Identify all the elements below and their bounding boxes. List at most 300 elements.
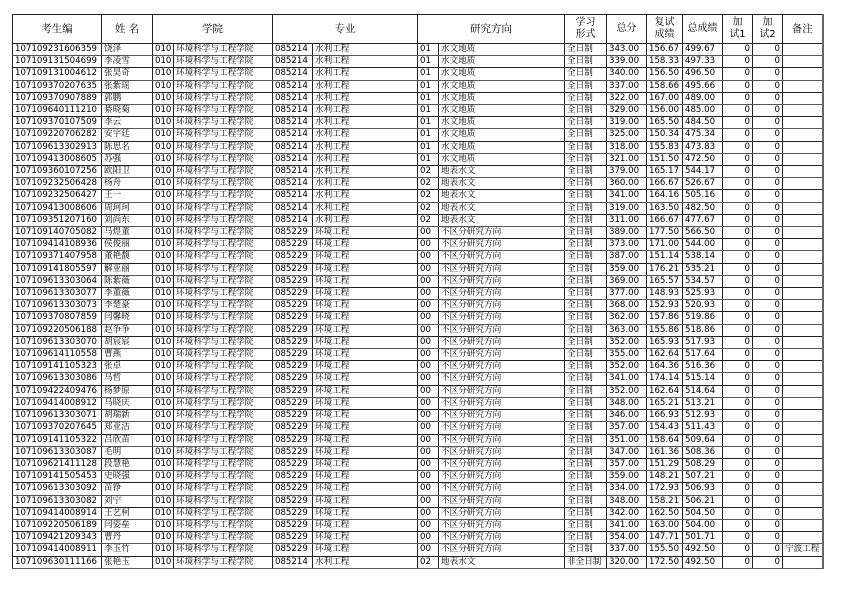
cell-college: 环境科学与工程学院 [174,349,273,361]
cell-name: 李玉竹 [102,544,153,556]
cell-study-form: 全日制 [565,275,607,287]
cell-overall: 509.64 [683,434,723,446]
cell-direction: 不区分研究方向 [439,227,565,239]
cell-extra1: 0 [723,446,753,458]
cell-total: 337.00 [607,544,647,556]
header-name: 姓 名 [102,15,153,44]
table-row [13,153,823,165]
cell-extra1: 0 [723,239,753,251]
cell-college-code: 010 [153,105,174,117]
cell-college-code: 010 [153,324,174,336]
cell-extra2: 0 [753,105,783,117]
cell-extra1: 0 [723,263,753,275]
cell-note [783,105,823,117]
cell-extra1: 0 [723,544,753,556]
cell-college: 环境科学与工程学院 [174,300,273,312]
cell-direction: 地表水文 [439,202,565,214]
cell-id: 107109370807859 [13,312,102,324]
cell-study-form: 全日制 [565,349,607,361]
cell-total: 387.00 [607,251,647,263]
cell-extra2: 0 [753,44,783,56]
cell-extra1: 0 [723,324,753,336]
cell-college-code: 010 [153,202,174,214]
cell-direction: 不区分研究方向 [439,300,565,312]
cell-overall: 506.93 [683,483,723,495]
cell-note [783,178,823,190]
cell-note [783,92,823,104]
cell-major: 水利工程 [313,556,418,568]
cell-retest: 165.50 [647,117,683,129]
cell-major-code: 085214 [273,92,313,104]
cell-extra2: 0 [753,129,783,141]
table-row [13,483,823,495]
cell-name: 董艳馥 [102,251,153,263]
cell-study-form: 全日制 [565,458,607,470]
table-row [13,80,823,92]
cell-direction-code: 00 [418,458,439,470]
cell-extra1: 0 [723,434,753,446]
cell-college: 环境科学与工程学院 [174,263,273,275]
cell-direction-code: 01 [418,105,439,117]
cell-extra2: 0 [753,532,783,544]
cell-extra1: 0 [723,458,753,470]
cell-major-code: 085214 [273,202,313,214]
cell-college: 环境科学与工程学院 [174,288,273,300]
cell-id: 107109351207160 [13,214,102,226]
cell-id: 107109232506428 [13,178,102,190]
cell-id: 107109231606359 [13,44,102,56]
cell-total: 368.00 [607,300,647,312]
cell-major: 水利工程 [313,153,418,165]
cell-retest: 148.21 [647,471,683,483]
cell-note [783,68,823,80]
cell-direction: 不区分研究方向 [439,483,565,495]
cell-college-code: 010 [153,544,174,556]
cell-direction: 水文地质 [439,153,565,165]
cell-major-code: 085214 [273,141,313,153]
cell-direction: 不区分研究方向 [439,495,565,507]
cell-direction: 不区分研究方向 [439,349,565,361]
cell-direction-code: 02 [418,178,439,190]
cell-overall: 501.71 [683,532,723,544]
cell-study-form: 全日制 [565,312,607,324]
cell-extra2: 0 [753,68,783,80]
cell-extra1: 0 [723,214,753,226]
cell-major: 环境工程 [313,544,418,556]
cell-major-code: 085229 [273,446,313,458]
cell-college: 环境科学与工程学院 [174,202,273,214]
cell-retest: 162.64 [647,349,683,361]
cell-id: 107109370107509 [13,117,102,129]
cell-total: 355.00 [607,349,647,361]
cell-extra1: 0 [723,361,753,373]
cell-note [783,239,823,251]
cell-college-code: 010 [153,251,174,263]
cell-direction-code: 00 [418,227,439,239]
cell-major-code: 085214 [273,190,313,202]
cell-major-code: 085214 [273,178,313,190]
cell-id: 107109613303071 [13,410,102,422]
cell-direction-code: 01 [418,44,439,56]
cell-extra1: 0 [723,556,753,568]
cell-study-form: 全日制 [565,178,607,190]
cell-extra1: 0 [723,44,753,56]
cell-id: 107109640111210 [13,105,102,117]
cell-major-code: 085229 [273,349,313,361]
cell-retest: 163.50 [647,202,683,214]
cell-major: 环境工程 [313,336,418,348]
table-row [13,507,823,519]
cell-total: 337.00 [607,80,647,92]
cell-college: 环境科学与工程学院 [174,190,273,202]
table-row [13,349,823,361]
cell-overall: 489.00 [683,92,723,104]
cell-total: 341.00 [607,373,647,385]
cell-id: 107109613303064 [13,275,102,287]
cell-retest: 172.93 [647,483,683,495]
cell-direction-code: 00 [418,532,439,544]
cell-major: 水利工程 [313,202,418,214]
cell-total: 319.00 [607,202,647,214]
cell-retest: 158.66 [647,80,683,92]
cell-total: 340.00 [607,68,647,80]
cell-overall: 544.17 [683,166,723,178]
cell-extra1: 0 [723,422,753,434]
cell-name: 李云 [102,117,153,129]
cell-study-form: 全日制 [565,422,607,434]
cell-extra1: 0 [723,495,753,507]
cell-college-code: 010 [153,397,174,409]
header-row [13,15,823,44]
cell-direction: 不区分研究方向 [439,458,565,470]
cell-direction: 不区分研究方向 [439,544,565,556]
cell-id: 107109630111166 [13,556,102,568]
cell-major: 环境工程 [313,239,418,251]
cell-study-form: 全日制 [565,495,607,507]
cell-major-code: 085229 [273,288,313,300]
cell-direction: 不区分研究方向 [439,434,565,446]
cell-retest: 164.16 [647,190,683,202]
cell-direction-code: 02 [418,202,439,214]
cell-id: 107109220506188 [13,324,102,336]
cell-extra1: 0 [723,56,753,68]
cell-extra1: 0 [723,385,753,397]
cell-direction-code: 00 [418,495,439,507]
cell-college: 环境科学与工程学院 [174,166,273,178]
cell-direction-code: 00 [418,422,439,434]
cell-major-code: 085229 [273,385,313,397]
cell-name: 王一 [102,190,153,202]
cell-direction-code: 00 [418,483,439,495]
cell-extra1: 0 [723,129,753,141]
cell-note [783,300,823,312]
cell-study-form: 全日制 [565,263,607,275]
cell-note [783,349,823,361]
cell-overall: 512.93 [683,410,723,422]
cell-overall: 505.16 [683,190,723,202]
cell-note [783,397,823,409]
cell-college-code: 010 [153,300,174,312]
cell-major-code: 085229 [273,422,313,434]
cell-extra2: 0 [753,92,783,104]
cell-extra2: 0 [753,471,783,483]
cell-retest: 161.36 [647,446,683,458]
cell-college: 环境科学与工程学院 [174,361,273,373]
cell-overall: 518.86 [683,324,723,336]
cell-college-code: 010 [153,190,174,202]
cell-id: 107109413008606 [13,202,102,214]
cell-total: 347.00 [607,446,647,458]
cell-name: 张艳玉 [102,556,153,568]
table-row [13,288,823,300]
cell-major-code: 085214 [273,80,313,92]
cell-direction: 不区分研究方向 [439,507,565,519]
cell-extra1: 0 [723,373,753,385]
cell-college-code: 010 [153,519,174,531]
cell-college-code: 010 [153,410,174,422]
cell-total: 389.00 [607,227,647,239]
cell-extra1: 0 [723,532,753,544]
cell-major-code: 085229 [273,336,313,348]
cell-overall: 507.21 [683,471,723,483]
cell-direction-code: 01 [418,117,439,129]
cell-name: 欧阳卫 [102,166,153,178]
cell-major: 环境工程 [313,373,418,385]
cell-total: 334.00 [607,483,647,495]
cell-id: 107109621411128 [13,458,102,470]
cell-major-code: 085229 [273,263,313,275]
cell-note [783,471,823,483]
cell-id: 107109613303087 [13,446,102,458]
cell-note [783,410,823,422]
cell-direction-code: 02 [418,556,439,568]
cell-extra2: 0 [753,434,783,446]
cell-name: 安宇廷 [102,129,153,141]
cell-college-code: 010 [153,288,174,300]
cell-study-form: 全日制 [565,373,607,385]
cell-retest: 177.50 [647,227,683,239]
cell-name: 张卓 [102,361,153,373]
cell-college: 环境科学与工程学院 [174,239,273,251]
cell-college-code: 010 [153,275,174,287]
cell-name: 李凌雪 [102,56,153,68]
cell-direction: 不区分研究方向 [439,446,565,458]
cell-major-code: 085214 [273,44,313,56]
cell-extra1: 0 [723,68,753,80]
table-row [13,68,823,80]
cell-id: 107109141805597 [13,263,102,275]
cell-note [783,532,823,544]
cell-major: 环境工程 [313,519,418,531]
cell-total: 359.00 [607,471,647,483]
cell-note [783,263,823,275]
cell-total: 363.00 [607,324,647,336]
cell-extra2: 0 [753,556,783,568]
cell-direction: 水文地质 [439,68,565,80]
cell-note [783,336,823,348]
cell-college-code: 010 [153,92,174,104]
cell-direction: 地表水文 [439,166,565,178]
cell-major-code: 085229 [273,251,313,263]
cell-direction-code: 01 [418,56,439,68]
cell-direction: 水文地质 [439,44,565,56]
cell-overall: 515.14 [683,373,723,385]
cell-study-form: 全日制 [565,471,607,483]
cell-major-code: 085229 [273,483,313,495]
cell-note [783,324,823,336]
cell-extra1: 0 [723,251,753,263]
cell-extra2: 0 [753,80,783,92]
cell-college: 环境科学与工程学院 [174,544,273,556]
cell-overall: 519.86 [683,312,723,324]
cell-id: 107109421209343 [13,532,102,544]
table-row [13,458,823,470]
cell-extra1: 0 [723,80,753,92]
table-row [13,202,823,214]
cell-college-code: 010 [153,68,174,80]
cell-name: 刘尚东 [102,214,153,226]
cell-note [783,80,823,92]
cell-retest: 174.14 [647,373,683,385]
cell-study-form: 全日制 [565,324,607,336]
cell-direction-code: 00 [418,312,439,324]
cell-major: 环境工程 [313,495,418,507]
cell-id: 107109614110558 [13,349,102,361]
table-row [13,129,823,141]
cell-extra2: 0 [753,214,783,226]
cell-name: 苗铮 [102,483,153,495]
cell-extra2: 0 [753,178,783,190]
cell-direction: 不区分研究方向 [439,324,565,336]
cell-extra1: 0 [723,190,753,202]
cell-study-form: 全日制 [565,446,607,458]
cell-college: 环境科学与工程学院 [174,410,273,422]
table-body [13,44,823,569]
cell-direction-code: 00 [418,251,439,263]
cell-major: 水利工程 [313,166,418,178]
cell-total: 379.00 [607,166,647,178]
cell-overall: 504.50 [683,507,723,519]
cell-id: 107109370207635 [13,80,102,92]
table-row [13,251,823,263]
cell-extra1: 0 [723,166,753,178]
cell-major: 水利工程 [313,214,418,226]
cell-study-form: 全日制 [565,385,607,397]
cell-note [783,434,823,446]
cell-college-code: 010 [153,483,174,495]
cell-study-form: 全日制 [565,227,607,239]
cell-retest: 154.43 [647,422,683,434]
cell-direction-code: 00 [418,519,439,531]
cell-extra2: 0 [753,324,783,336]
cell-id: 107109414008911 [13,544,102,556]
cell-name: 綦晓菊 [102,105,153,117]
cell-name: 张昊奇 [102,68,153,80]
cell-extra2: 0 [753,202,783,214]
table-row [13,105,823,117]
cell-college-code: 010 [153,263,174,275]
cell-total: 318.00 [607,141,647,153]
cell-study-form: 全日制 [565,190,607,202]
cell-total: 329.00 [607,105,647,117]
cell-college-code: 010 [153,239,174,251]
cell-college: 环境科学与工程学院 [174,324,273,336]
cell-id: 107109613303082 [13,495,102,507]
cell-overall: 508.36 [683,446,723,458]
cell-overall: 485.00 [683,105,723,117]
cell-extra2: 0 [753,397,783,409]
cell-name: 郭鹏 [102,92,153,104]
cell-college-code: 010 [153,44,174,56]
cell-extra2: 0 [753,263,783,275]
cell-study-form: 全日制 [565,544,607,556]
cell-retest: 163.00 [647,519,683,531]
cell-direction-code: 00 [418,410,439,422]
cell-major-code: 085214 [273,117,313,129]
header-id: 考生编 [13,15,102,44]
cell-retest: 156.50 [647,68,683,80]
cell-study-form: 非全日制 [565,556,607,568]
cell-note [783,227,823,239]
table-row [13,239,823,251]
cell-direction: 不区分研究方向 [439,263,565,275]
cell-name: 胡宸宸 [102,336,153,348]
cell-overall: 492.50 [683,556,723,568]
cell-college-code: 010 [153,349,174,361]
cell-name: 赵争争 [102,324,153,336]
cell-note [783,556,823,568]
cell-major-code: 085229 [273,324,313,336]
cell-overall: 482.50 [683,202,723,214]
cell-extra2: 0 [753,544,783,556]
cell-name: 解亚丽 [102,263,153,275]
cell-college-code: 010 [153,227,174,239]
cell-college: 环境科学与工程学院 [174,483,273,495]
cell-total: 341.00 [607,519,647,531]
cell-note [783,214,823,226]
cell-college-code: 010 [153,556,174,568]
table-row [13,117,823,129]
cell-note [783,495,823,507]
cell-extra1: 0 [723,117,753,129]
cell-extra1: 0 [723,105,753,117]
table-row [13,166,823,178]
cell-major-code: 085229 [273,434,313,446]
cell-extra1: 0 [723,507,753,519]
cell-extra2: 0 [753,275,783,287]
cell-id: 107109422409476 [13,385,102,397]
cell-direction: 水文地质 [439,56,565,68]
cell-major: 环境工程 [313,532,418,544]
cell-name: 毛明 [102,446,153,458]
cell-college: 环境科学与工程学院 [174,129,273,141]
cell-major: 水利工程 [313,141,418,153]
cell-major-code: 085229 [273,275,313,287]
cell-major: 水利工程 [313,190,418,202]
cell-name: 曹丹 [102,532,153,544]
cell-overall: 508.29 [683,458,723,470]
cell-college: 环境科学与工程学院 [174,105,273,117]
cell-study-form: 全日制 [565,166,607,178]
cell-id: 107109413008605 [13,153,102,165]
cell-note [783,458,823,470]
cell-note [783,129,823,141]
header-direction: 研究方向 [418,15,565,44]
cell-name: 李董薇 [102,288,153,300]
cell-direction-code: 01 [418,153,439,165]
cell-id: 107109370907889 [13,92,102,104]
cell-college-code: 010 [153,373,174,385]
